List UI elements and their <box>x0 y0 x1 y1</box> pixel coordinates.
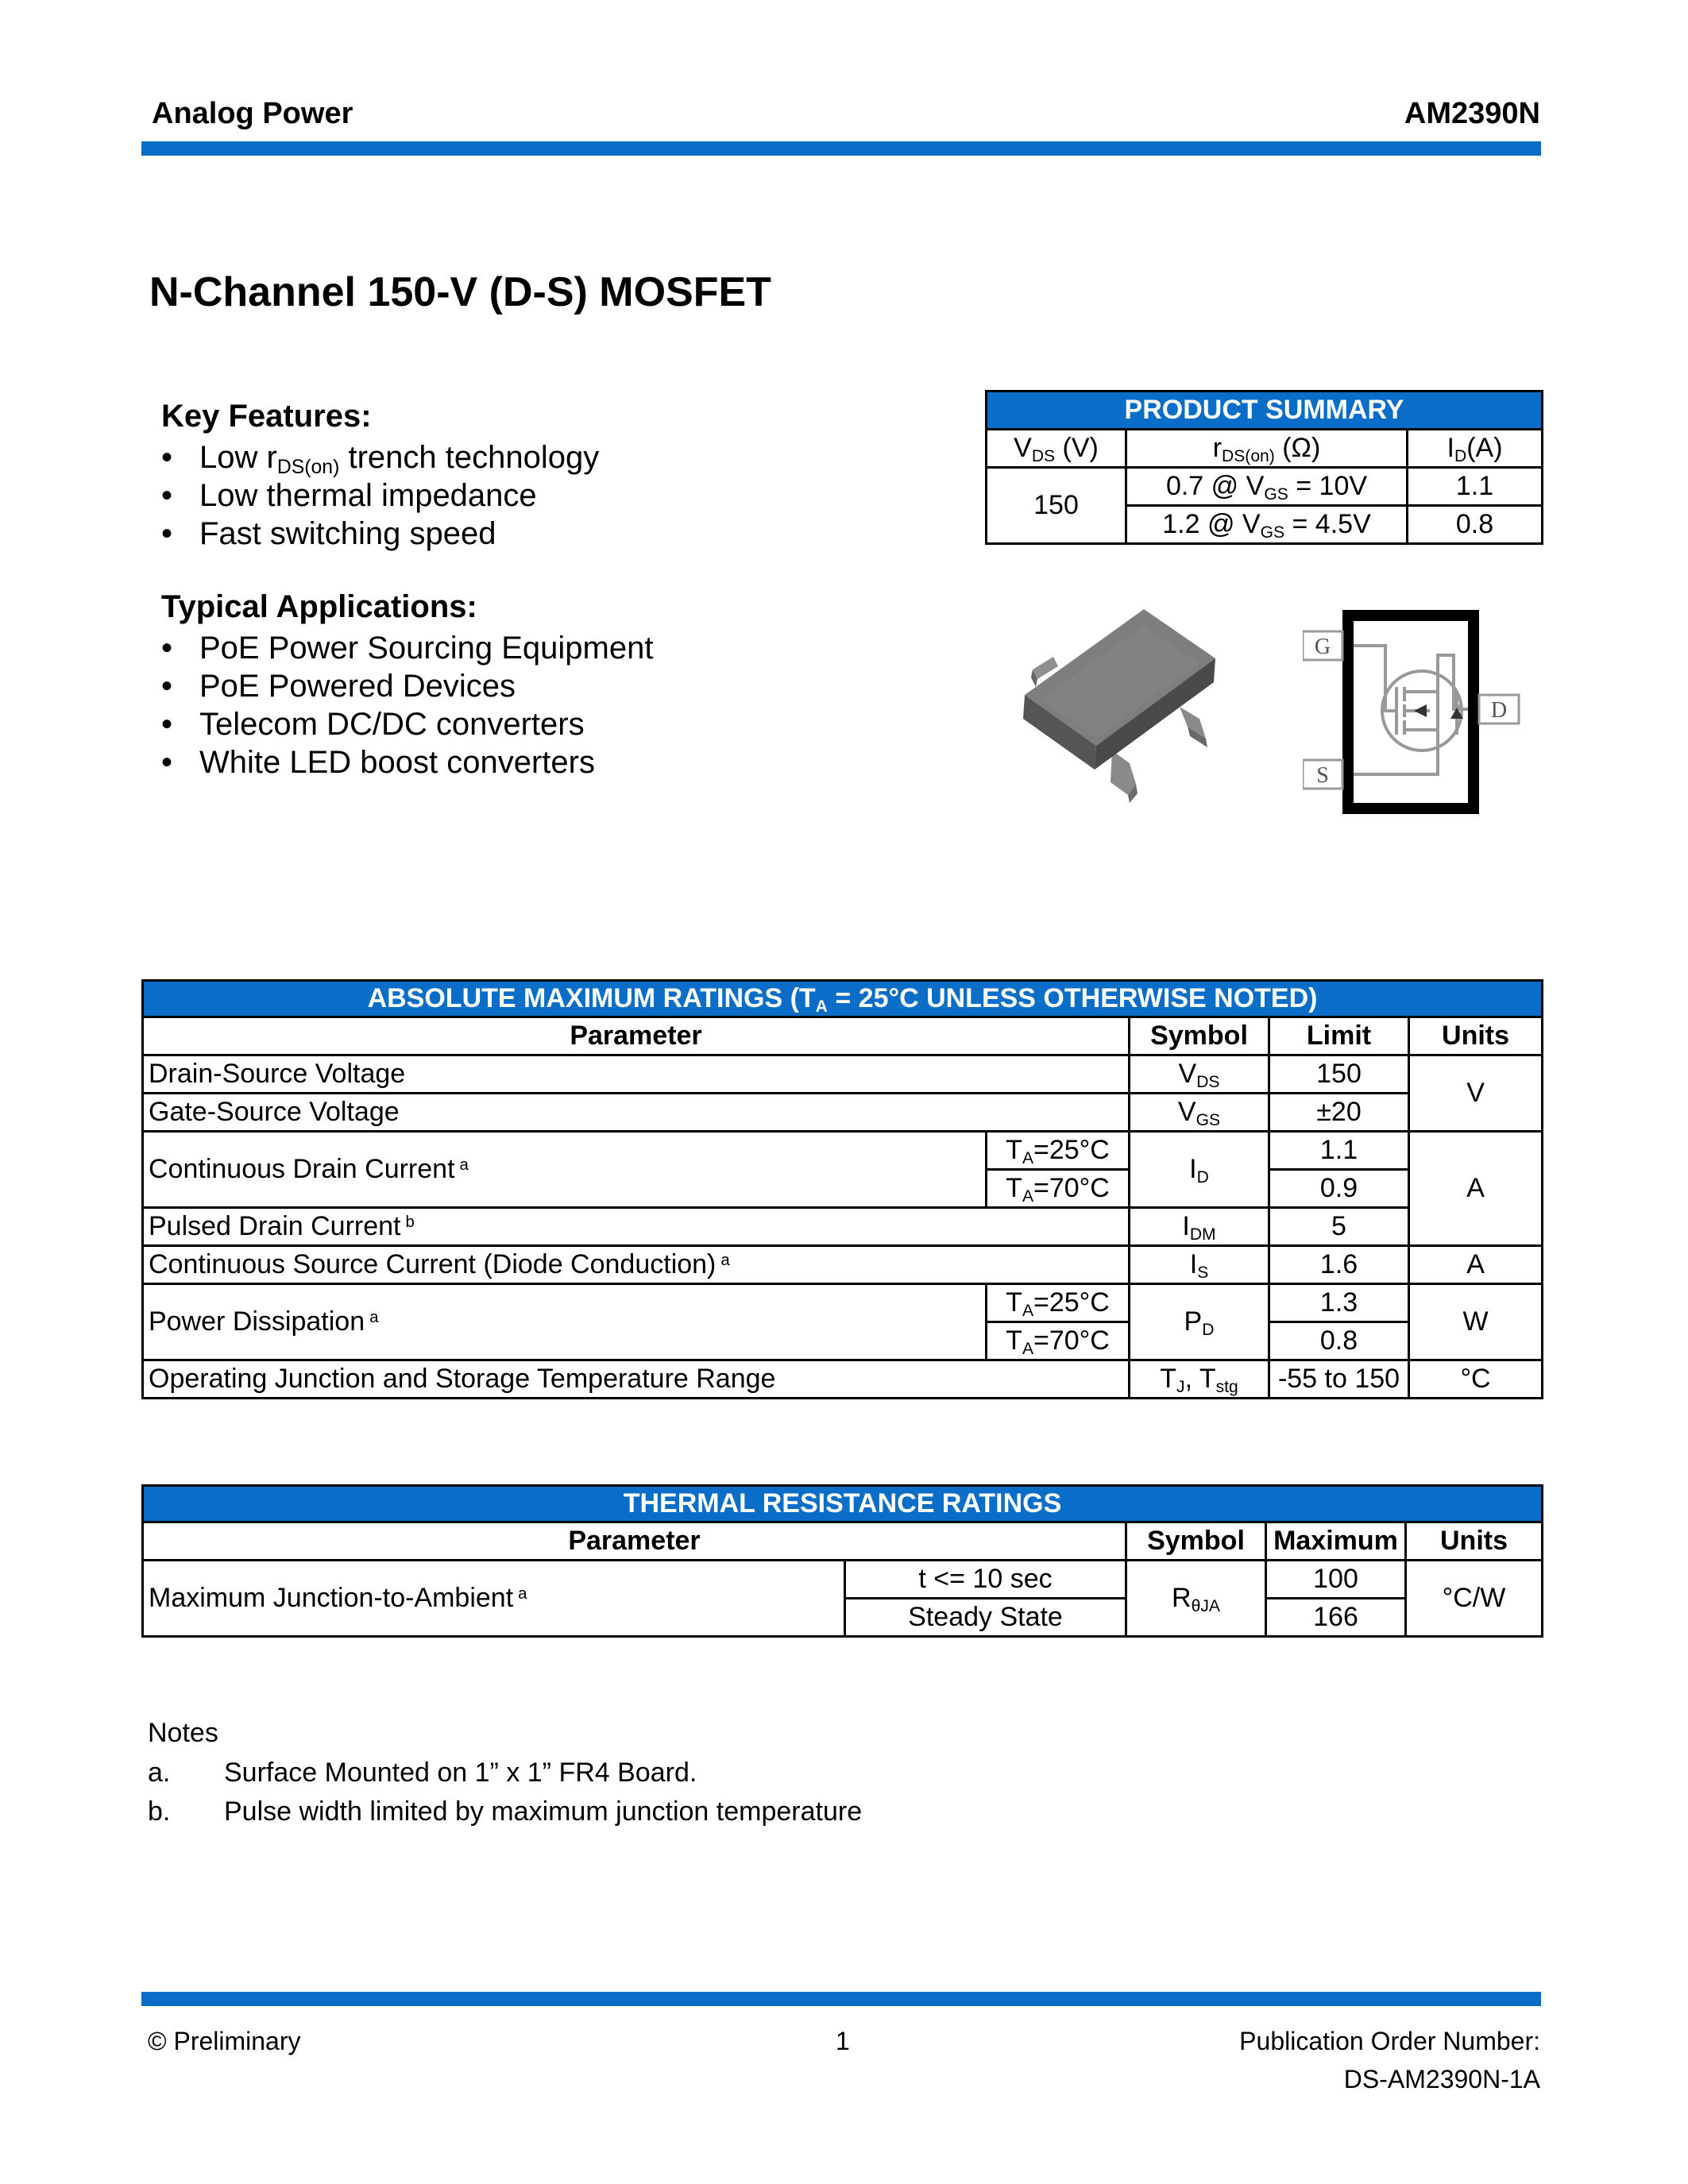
page-title: N-Channel 150-V (D-S) MOSFET <box>149 269 771 315</box>
list-item: • White LED boost converters <box>161 743 653 781</box>
notes-heading: Notes <box>148 1718 218 1748</box>
publication-number: DS-AM2390N-1A <box>1343 2065 1540 2093</box>
page-number: 1 <box>836 2027 850 2055</box>
table-row: Operating Junction and Storage Temperature Range $T_J$, $T_{stg}$ -55 to 150 °C <box>143 1360 1543 1399</box>
mosfet-pinout-diagram <box>1303 608 1525 818</box>
table-row: $T_A=70^\circ C$ 0.8 <box>143 1322 1543 1360</box>
sot23-package-icon <box>1009 600 1247 814</box>
svg-text:D: D <box>1490 698 1508 723</box>
header-rule <box>141 141 1541 156</box>
abs-max-title: ABSOLUTE MAXIMUM RATINGS ($T_A = 25^\circ C$ UNLESS OTHERWISE NOTED) <box>143 981 1543 1017</box>
rdson-header: $r_{DS(on)}$ (Ω) <box>1126 430 1408 468</box>
table-row: Power Dissipation $^a$ $T_A=25^\circ C$ $P_D$ 1.3 W <box>143 1284 1543 1322</box>
thermal-resistance-table <box>141 1484 1543 1638</box>
table-row: Steady State 166 <box>143 1599 1543 1637</box>
units-header: Units <box>1406 1522 1543 1561</box>
note-item: a. Surface Mounted on 1” x 1” FR4 Board. <box>148 1758 697 1788</box>
maximum-header: Maximum <box>1266 1522 1406 1561</box>
company-name: Analog Power <box>152 97 353 130</box>
limit-header: Limit <box>1269 1017 1409 1055</box>
footer-preliminary: © Preliminary <box>148 2027 301 2055</box>
symbol-header: Symbol <box>1130 1017 1269 1055</box>
list-item: • PoE Power Sourcing Equipment <box>161 629 653 667</box>
rdson-value: 1.2 @ $V_{GS} = 4.5V$ <box>1126 506 1408 544</box>
id-value: 0.8 <box>1408 506 1543 544</box>
product-summary-table <box>985 390 1543 545</box>
id-value: 1.1 <box>1408 468 1543 506</box>
table-row: Continuous Drain Current $^a$ $T_A=25^\circ C$ $I_D$ 1.1 A <box>143 1132 1543 1170</box>
key-features-heading: Key Features: <box>161 399 372 434</box>
parameter-header: Parameter <box>143 1017 1130 1055</box>
product-summary-title: PRODUCT SUMMARY <box>987 392 1543 430</box>
thermal-title: THERMAL RESISTANCE RATINGS <box>143 1486 1543 1522</box>
publication-label: Publication Order Number: <box>1239 2027 1540 2055</box>
list-item: • Telecom DC/DC converters <box>161 705 653 743</box>
footer-rule <box>141 1992 1541 2006</box>
vds-value: 150 <box>987 468 1126 544</box>
table-row: Drain-Source Voltage $V_{DS}$ 150 V <box>143 1055 1543 1094</box>
table-row: Maximum Junction-to-Ambient $^a$ t <= 10 sec $R_{\theta JA}$ 100 °C/W <box>143 1561 1543 1599</box>
absolute-max-ratings-table <box>141 979 1543 1399</box>
part-number: AM2390N <box>1404 97 1540 130</box>
units-header: Units <box>1409 1017 1543 1055</box>
symbol-header: Symbol <box>1126 1522 1266 1561</box>
applications-heading: Typical Applications: <box>161 589 477 624</box>
svg-text:G: G <box>1314 635 1331 659</box>
list-item: • Low $r_{DS(on)}$ trench technology <box>161 438 599 477</box>
note-item: b. Pulse width limited by maximum junction temperature <box>148 1796 863 1827</box>
applications-list <box>161 629 653 781</box>
parameter-header: Parameter <box>143 1522 1126 1561</box>
list-item: • PoE Powered Devices <box>161 667 653 705</box>
list-item: • Fast switching speed <box>161 515 599 553</box>
list-item: • Low thermal impedance <box>161 477 599 515</box>
table-row: Pulsed Drain Current $^b$ $I_{DM}$ 5 <box>143 1208 1543 1246</box>
table-row: Gate-Source Voltage $V_{GS}$ ±20 <box>143 1094 1543 1132</box>
table-row: $T_A=70^\circ C$ 0.9 <box>143 1170 1543 1208</box>
table-row: Continuous Source Current (Diode Conduction) $^a$ $I_S$ 1.6 A <box>143 1246 1543 1284</box>
vds-header: $V_{DS}$ (V) <box>987 430 1126 468</box>
svg-text:S: S <box>1316 763 1329 788</box>
rdson-value: 0.7 @ $V_{GS} = 10V$ <box>1126 468 1408 506</box>
id-header: $I_D(A)$ <box>1408 430 1543 468</box>
key-features-list <box>161 438 599 553</box>
